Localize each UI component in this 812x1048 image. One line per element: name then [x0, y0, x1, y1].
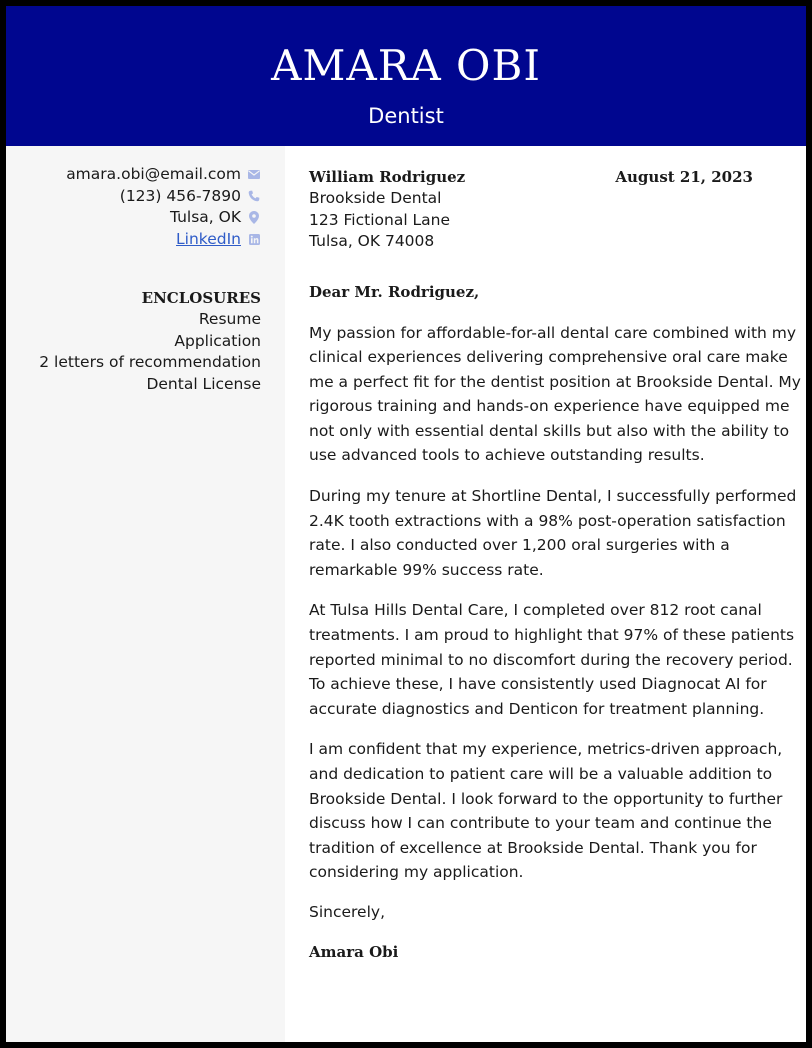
line: rate. I also conducted over 1,200 oral surgeries with a [309, 536, 730, 555]
line: accurate diagnostics and Denticon for treatment planning. [309, 699, 765, 718]
line: and dedication to patient care will be a valuable addition to [309, 765, 773, 783]
paragraph [309, 321, 801, 469]
enclosure-item: Dental License [146, 374, 261, 393]
job-title: Dentist [368, 104, 444, 128]
email-text: amara.obi@email.com [66, 165, 241, 183]
sidebar [6, 146, 285, 1042]
line: use advanced tools to achieve outstanding results. [309, 446, 705, 465]
salutation: Dear Mr. Rodriguez, [309, 282, 480, 301]
line: Brookside Dental. I look forward to the opportunity to further [309, 789, 783, 808]
line: remarkable 99% success rate. [309, 560, 544, 579]
paragraph [309, 598, 795, 721]
phone-icon [247, 190, 261, 202]
line: I am confident that my experience, metrics-driven approach, [309, 740, 783, 759]
header-banner [6, 6, 806, 146]
line: At Tulsa Hills Dental Care, I completed over 812 root canal [309, 601, 762, 620]
paragraph [309, 737, 783, 885]
phone-text: (123) 456-7890 [119, 186, 241, 205]
enclosures-section [39, 287, 261, 395]
recipient-block [309, 166, 777, 253]
line: treatments. I am proud to highlight that 97% of these patients [309, 626, 795, 645]
enclosure-item: Application [174, 331, 261, 350]
line: considering my application. [309, 863, 524, 882]
enclosure-item: Resume [198, 310, 261, 328]
line: me a perfect fit for the dentist position at Brookside Dental. My [309, 372, 801, 391]
line: During my tenure at Shortline Dental, I successfully performed [309, 487, 797, 506]
line: not only with essential dental skills but also with the ability to [309, 421, 790, 440]
map-pin-icon [247, 211, 261, 224]
location-text: Tulsa, OK [169, 208, 241, 226]
contact-linkedin [66, 229, 261, 251]
recipient-name: William Rodriguez [309, 168, 466, 186]
line: clinical experiences delivering comprehensive oral care make [309, 348, 788, 367]
envelope-icon [247, 170, 261, 179]
letter-date: August 21, 2023 [615, 168, 753, 186]
linkedin-link[interactable]: LinkedIn [176, 229, 241, 248]
enclosures-heading: ENCLOSURES [141, 289, 261, 307]
recipient-company: Brookside Dental [309, 189, 442, 207]
closing: Sincerely, [309, 902, 386, 921]
signature-name: Amara Obi [309, 942, 399, 961]
line: 2.4K tooth extractions with a 98% post-operation satisfaction [309, 511, 786, 530]
line: rigorous training and hands-on experience have equipped me [309, 397, 790, 416]
recipient-street: 123 Fictional Lane [309, 210, 451, 229]
contact-phone [66, 186, 261, 208]
candidate-name: AMARA OBI [271, 41, 541, 90]
contact-info [66, 164, 261, 250]
paragraph [309, 484, 797, 582]
line: To achieve these, I have consistently used Diagnocat AI for [309, 675, 767, 694]
line: reported minimal to no discomfort during the recovery period. [309, 650, 793, 669]
resume-page [6, 6, 806, 1042]
recipient-city: Tulsa, OK 74008 [309, 232, 435, 250]
contact-location [66, 207, 261, 229]
linkedin-icon [247, 234, 261, 245]
line: My passion for affordable-for-all dental care combined with my [309, 323, 797, 342]
line: tradition of excellence at Brookside Dental. Thank you for [309, 838, 757, 857]
contact-email [66, 164, 261, 186]
enclosure-item: 2 letters of recommendation [39, 353, 261, 371]
letter-body [309, 166, 801, 963]
line: discuss how I can contribute to your team and continue the [309, 814, 772, 833]
